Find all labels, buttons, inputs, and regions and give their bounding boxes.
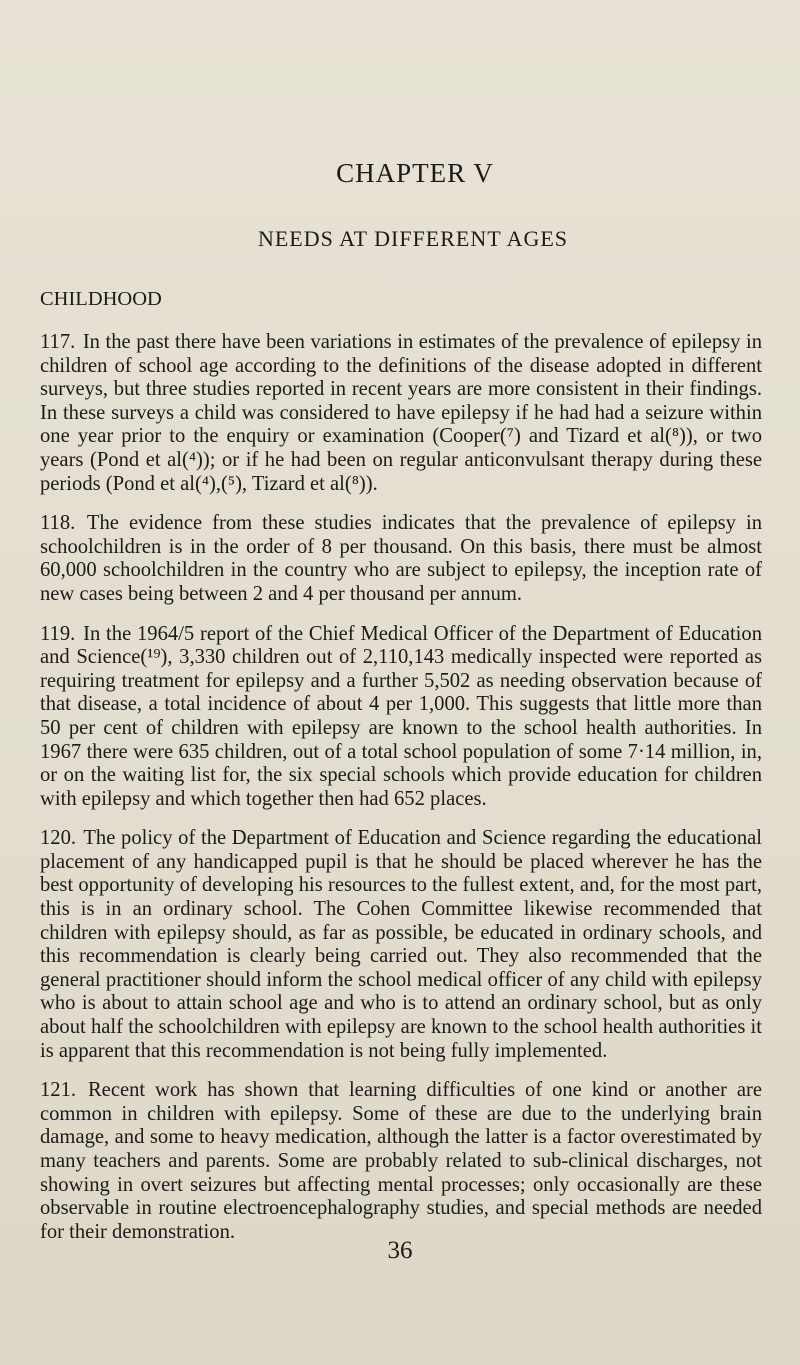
paragraph-text: The policy of the Department of Education and Science regarding the educational placement of any handicapped pupil is that he should be placed wherever he has the best opportunity of developing his resources to the fullest extent, and, for the most part, this is in an ordinary school. The Cohen Committee likewise recommended that children with epilepsy should, as far as possible, be educated in ordinary schools, and this recommendation is clearly being carried out. They also recommended that the general practitioner should inform the school medical officer of any child with epilepsy who is about to attain school age and who is to attend an ordinary school, but as only about half the schoolchildren with epilepsy are known to the school health authorities it is apparent that this recommendation is not being fully implemented. bbox=[40, 827, 762, 1062]
chapter-title: NEEDS AT DIFFERENT AGES bbox=[257, 226, 569, 251]
page-number: 36 bbox=[387, 1237, 413, 1264]
chapter-heading: CHAPTER V bbox=[336, 158, 494, 188]
paragraph-number: 118. bbox=[40, 512, 76, 535]
paragraph-118 bbox=[40, 512, 762, 606]
paragraph-number: 121. bbox=[40, 1079, 77, 1102]
paragraph-text: The evidence from these studies indicates that the prevalence of epilepsy in schoolchildren is in the order of 8 per thousand. On this basis, there must be almost 60,000 schoolchildren in the country who are subject to epilepsy, the inception rate of new cases being between 2 and 4 per thousand per annum. bbox=[40, 512, 762, 605]
subsection-heading: CHILDHOOD bbox=[40, 288, 162, 310]
paragraph-121 bbox=[40, 1079, 762, 1244]
paragraph-number: 117. bbox=[40, 331, 76, 353]
paragraph-text: In the past there have been variations in estimates of the prevalence of epilepsy in children of school age according to the definitions of the disease adopted in different surveys, but three studies reported in recent years are more consistent in their findings. In these surveys a child was considered to have epilepsy if he had had a seizure within one year prior to the enquiry or examination (Cooper(⁷) and Tizard et al(⁸)), or two years (Pond et al(⁴)); or if he had been on regular anticonvulsant therapy during these periods (Pond et al(⁴),(⁵), Tizard et al(⁸)). bbox=[40, 331, 762, 495]
paragraph-text: In the 1964/5 report of the Chief Medical Officer of the Department of Education and Science(¹⁹), 3,330 children out of 2,110,143 medically inspected were reported as requiring treatment for epilepsy and a further 5,502 as needing observation because of that disease, a total incidence of about 4 per 1,000. This suggests that little more than 50 per cent of children with epilepsy are known to the school health authorities. In 1967 there were 635 children, out of a total school population of some 7·14 million, in, or on the waiting list for, the six special schools which provide education for children with epilepsy and which together then had 652 places. bbox=[40, 622, 762, 810]
paragraph-117 bbox=[40, 331, 762, 496]
paragraph-119 bbox=[40, 623, 762, 812]
paragraph-text: Recent work has shown that learning difficulties of one kind or another are common in children with epilepsy. Some of these are due to the underlying brain damage, and some to heavy medication, although the latter is a factor overestimated by many teachers and parents. Some are probably related to sub-clinical discharges, not showing in overt seizures but affecting mental processes; only occasionally are these observable in routine electroencephalography studies, and special methods are needed for their demonstration. bbox=[40, 1079, 762, 1243]
paragraph-number: 120. bbox=[40, 827, 77, 850]
paragraph-120 bbox=[40, 827, 762, 1063]
paragraph-number: 119. bbox=[40, 622, 76, 645]
